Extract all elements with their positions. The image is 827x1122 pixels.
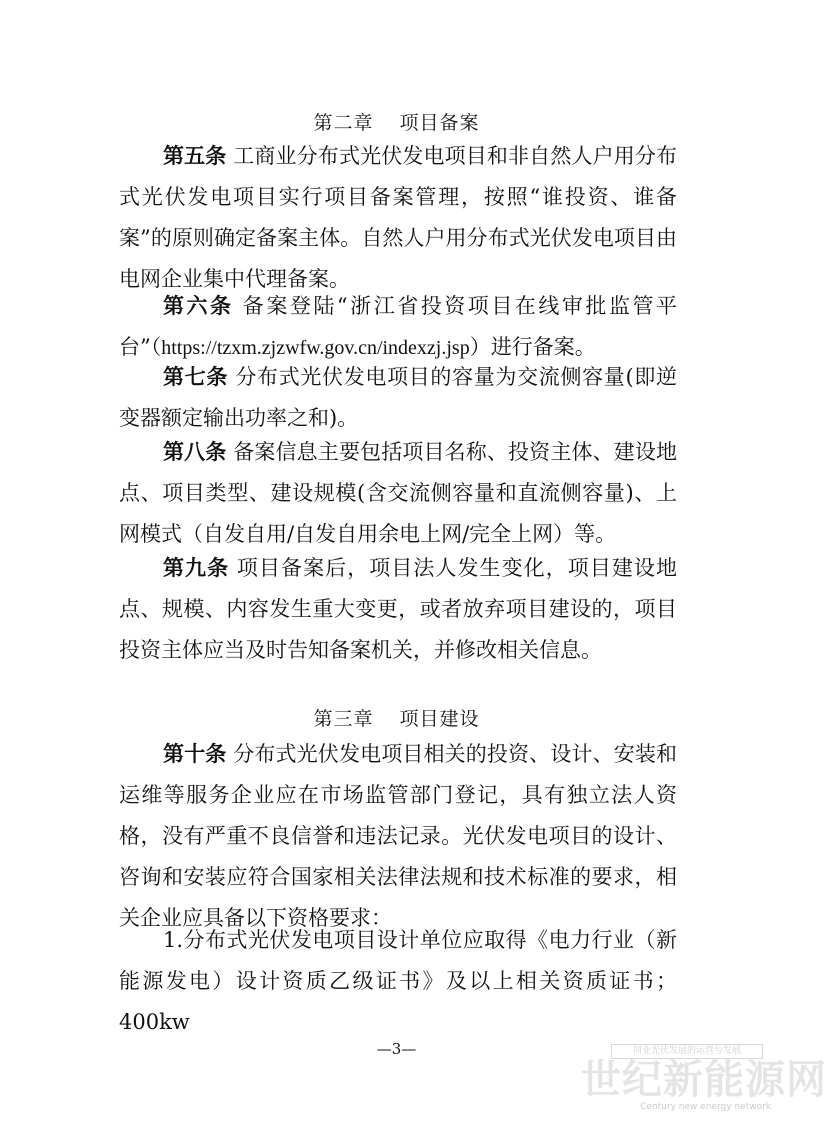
article-5-text: 工商业分布式光伏发电项目和非自然人户用分布式光伏发电项目实行项目备案管理，按照“谁投资、谁备案”的原则确定备案主体。自然人户用分布式光伏发电项目由电网企业集中代理备案。 (119, 144, 678, 291)
article-6-text-a: 备案登陆“浙江省投资项目在线审批监管平台”（ (119, 294, 678, 359)
item-1 (119, 920, 677, 1043)
article-7-text: 分布式光伏发电项目的容量为交流侧容量(即逆变器额定输出功率之和)。 (119, 365, 677, 430)
article-9 (119, 548, 677, 671)
article-7 (119, 357, 677, 439)
article-6-url: https://tzxm.zjzwfw.gov.cn/indexzj.jsp (161, 337, 470, 359)
watermark-english: Century new energy network (640, 1102, 771, 1112)
chapter-3-title: 项目建设 (399, 708, 480, 730)
chapter-3-heading (0, 704, 793, 731)
article-9-text: 项目备案后，项目法人发生变化，项目建设地点、规模、内容发生重大变更，或者放弃项目建设的，项目投资主体应当及时告知备案机关，并修改相关信息。 (119, 556, 677, 662)
watermark-banner: 同业光伏发展的运营与发展 (611, 1044, 763, 1059)
article-10 (119, 734, 677, 939)
watermark-brand: 世纪新能源网 (581, 1057, 827, 1103)
chapter-2-title: 项目备案 (399, 112, 480, 134)
article-5-label: 第五条 (163, 144, 227, 168)
article-9-label: 第九条 (163, 556, 230, 580)
chapter-3-number: 第三章 (313, 708, 374, 730)
article-8 (119, 432, 677, 555)
chapter-2-heading (0, 108, 793, 135)
article-6-label: 第六条 (163, 294, 234, 318)
article-6-text-b: ）进行备案。 (469, 335, 596, 359)
article-5 (119, 136, 677, 300)
article-10-text: 分布式光伏发电项目相关的投资、设计、安装和运维等服务企业应在市场监管部门登记，具有独立法人资格，没有严重不良信誉和违法记录。光伏发电项目的设计、咨询和安装应符合国家相关法律法规和技术标准的要求，相关企业应具备以下资格要求： (119, 742, 678, 930)
page-number: —3— (376, 1040, 417, 1058)
article-8-label: 第八条 (163, 440, 227, 464)
article-8-text: 备案信息主要包括项目名称、投资主体、建设地点、项目类型、建设规模(含交流侧容量和直流侧容量)、上网模式（自发自用/自发自用余电上网/完全上网）等。 (119, 440, 678, 546)
item-1-text: 1.分布式光伏发电项目设计单位应取得《电力行业（新能源发电）设计资质乙级证书》及以上相关资质证书；400kw (119, 928, 677, 1034)
chapter-2-number: 第二章 (313, 112, 374, 134)
article-7-label: 第七条 (163, 365, 229, 389)
watermark-logo (581, 1044, 827, 1116)
article-10-label: 第十条 (163, 742, 227, 766)
